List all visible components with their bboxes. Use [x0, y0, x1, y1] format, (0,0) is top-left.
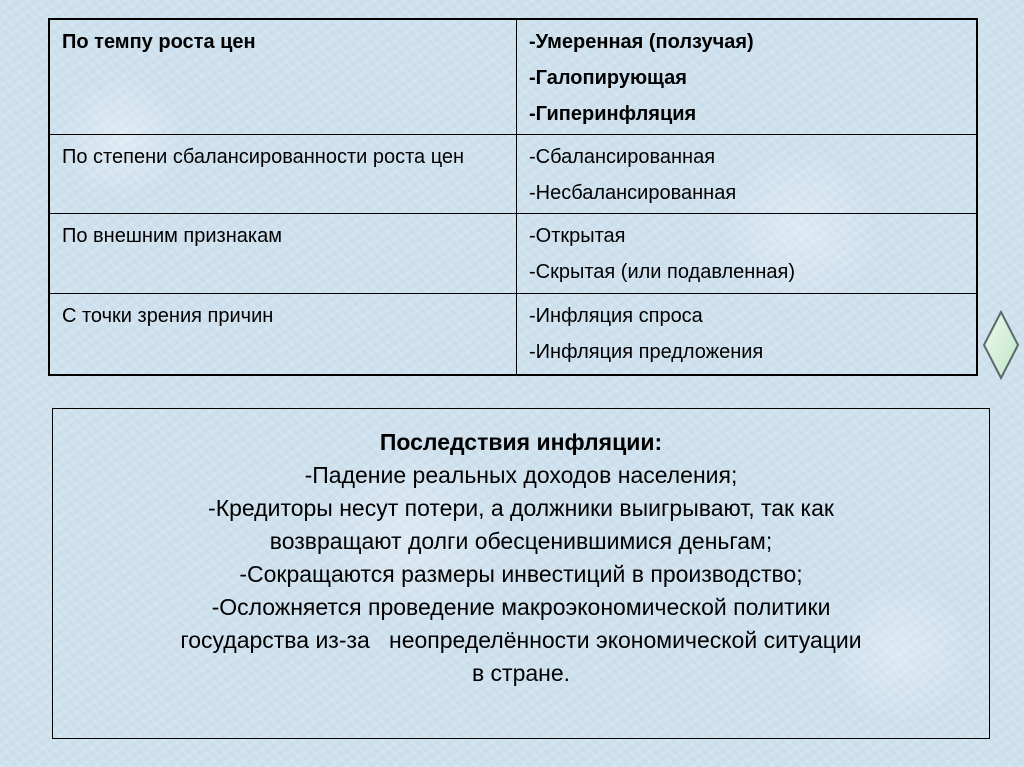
- type-item: -Скрытая (или подавленная): [529, 261, 795, 284]
- types-cell: [517, 293, 978, 375]
- consequences-title: Последствия инфляции:: [379, 429, 663, 455]
- table-row-tempo: [49, 19, 977, 134]
- type-item: -Умеренная (ползучая): [529, 31, 754, 53]
- consequence-line: возвращают долги обесценившимися деньгам;: [269, 528, 773, 554]
- type-item: -Несбалансированная: [529, 181, 737, 204]
- table-row-signs: [49, 214, 977, 293]
- types-cell: [517, 134, 978, 213]
- consequence-line: -Осложняется проведение макроэкономической политики: [211, 594, 831, 620]
- types-cell: [517, 19, 978, 134]
- criterion-label: По внешним признакам: [62, 225, 282, 248]
- table-row-causes: [49, 293, 977, 375]
- type-item: -Гиперинфляция: [529, 103, 697, 125]
- slide-nav-button[interactable]: [982, 310, 1020, 380]
- type-item: -Инфляция предложения: [529, 340, 764, 363]
- criterion-label: С точки зрения причин: [62, 304, 274, 327]
- consequence-line: -Падение реальных доходов населения;: [304, 462, 738, 488]
- consequence-line: -Кредиторы несут потери, а должники выигрывают, так как: [208, 495, 834, 521]
- criterion-cell: [49, 134, 517, 213]
- type-item: -Открытая: [529, 225, 626, 248]
- criterion-label: По темпу роста цен: [62, 31, 256, 53]
- consequence-line: государства из-за неопределённости экономической ситуации: [180, 627, 862, 653]
- type-item: -Галопирующая: [529, 67, 687, 89]
- table-row-balance: [49, 134, 977, 213]
- consequence-line: в стране.: [471, 660, 571, 686]
- type-item: -Инфляция спроса: [529, 304, 703, 327]
- criterion-cell: [49, 19, 517, 134]
- types-cell: [517, 214, 978, 293]
- consequence-line: -Сокращаются размеры инвестиций в производство;: [239, 561, 803, 587]
- diamond-nav-icon: [982, 310, 1020, 380]
- criterion-cell: [49, 293, 517, 375]
- criterion-label: По степени сбалансированности роста цен: [62, 145, 465, 168]
- type-item: -Сбалансированная: [529, 145, 716, 168]
- inflation-consequences-box: [52, 408, 990, 739]
- criterion-cell: [49, 214, 517, 293]
- inflation-classification-table: [48, 18, 978, 376]
